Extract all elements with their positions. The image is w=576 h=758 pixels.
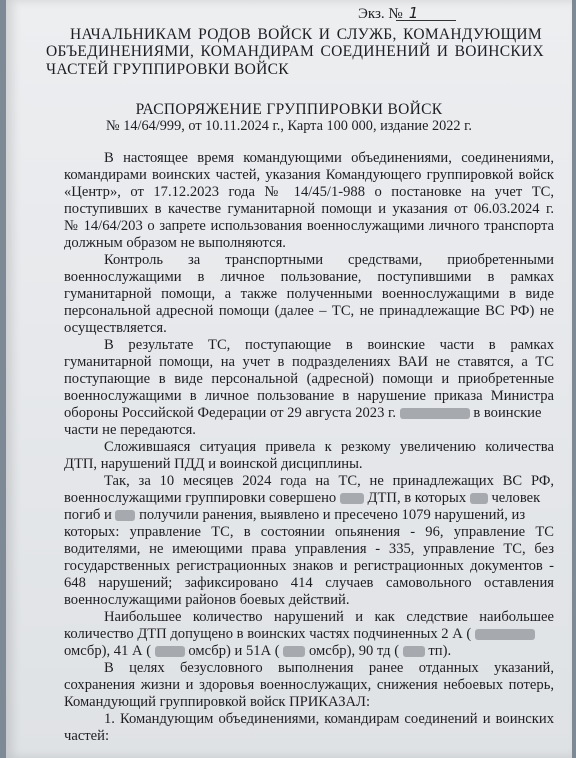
redaction-mark: [475, 629, 535, 640]
text-line: Так, за 10 месяцев 2024 года на ТС, не принадлежащих ВС РФ,: [104, 473, 554, 489]
redaction-mark: [115, 510, 135, 521]
text-line: гуманитарной помощи, на учет в подразделениях ВАИ не ставятся, а ТС: [64, 354, 554, 370]
document-page: [6, 0, 572, 758]
text-line: военнослужащими районов боевых действий.: [64, 592, 350, 608]
text-line: [64, 643, 554, 660]
text-fragment: получили ранения, выявлено и пресечено 1079 нарушений, из: [139, 507, 526, 523]
text-line: командирами воинских частей, указания Командующего группировкой войск: [64, 167, 554, 183]
text-line: [64, 507, 554, 524]
addressee-line: ОБЪЕДИНЕНИЯМИ, КОМАНДИРАМ СОЕДИНЕНИЙ И ВОИНСКИХ: [46, 43, 544, 60]
text-line: № 14/64/203 о запрете использования военнослужащими личного транспорта: [64, 218, 554, 234]
text-line: 1. Командующим объединениями, командирам соединений и воинских: [104, 711, 554, 727]
text-line: В результате ТС, поступающие в воинские части в рамках: [104, 337, 554, 353]
document-subtitle: № 14/64/999, от 10.11.2024 г., Карта 100 000, издание 2022 г.: [106, 118, 472, 134]
text-fragment: обороны Российской Федерации от 29 августа 2023 г.: [64, 405, 397, 421]
text-line: 648 нарушений; зафиксировано 414 случаев самовольного оставления: [64, 575, 554, 591]
text-line: части не передаются.: [64, 422, 196, 438]
text-fragment: ДТП, в которых: [367, 490, 467, 506]
text-line: государственных регистрационных знаков и регистрационных документов -: [64, 558, 554, 574]
text-line: Наибольшее количество нарушений и как следствие наибольшее: [104, 609, 554, 625]
text-line: которых: управление ТС, в состоянии опьянения - 96, управление ТС: [64, 524, 554, 540]
addressee-line: НАЧАЛЬНИКАМ РОДОВ ВОЙСК И СЛУЖБ, КОМАНДУЮЩИМ: [70, 26, 542, 43]
text-line: военнослужащими в личное пользование, поступившими в рамках: [64, 269, 554, 285]
text-line: «Центр», от 17.12.2023 года № 14/45/1-988 о постановке на учет ТС,: [64, 184, 554, 200]
text-line: В целях безусловного выполнения ранее отданных указаний,: [104, 660, 554, 676]
text-line: должным образом не выполняются.: [64, 235, 286, 251]
text-line: Командующий группировкой войск ПРИКАЗАЛ:: [64, 694, 371, 710]
text-fragment: количество ДТП допущено в воинских частях подчиненных 2 А (: [64, 626, 472, 642]
text-line: Сложившаяся ситуация привела к резкому увеличению количества: [104, 439, 554, 455]
copy-number-value: 1: [408, 4, 419, 22]
text-line: военнослужащими в личное пользование в нарушение приказа Министра: [64, 388, 554, 404]
text-line: [64, 490, 554, 507]
text-line: [64, 405, 554, 422]
redaction-mark: [403, 646, 425, 657]
text-line: В настоящее время командующими объединениями, соединениями,: [104, 150, 554, 166]
text-line: частей:: [64, 728, 110, 744]
text-fragment: военнослужащими группировки совершено: [64, 490, 337, 506]
redaction-mark: [470, 493, 488, 504]
text-line: Контроль за транспортными средствами, приобретенными: [104, 252, 554, 268]
text-fragment: тп).: [428, 643, 452, 659]
redaction-mark: [340, 493, 364, 504]
text-line: осуществляется.: [64, 320, 167, 336]
text-line: персональной адресной помощи (далее – ТС, не принадлежащие ВС РФ) не: [64, 303, 554, 319]
redaction-mark: [283, 646, 305, 657]
copy-label: Экз. №: [358, 6, 403, 22]
text-line: сохранения жизни и здоровья военнослужащих, снижения небоевых потерь,: [64, 677, 554, 693]
text-fragment: человек: [491, 490, 541, 506]
text-line: поступивших в качестве гуманитарной помощи и указания от 06.03.2024 г.: [64, 201, 554, 217]
text-line: ДТП, нарушений ПДД и воинской дисциплины.: [64, 456, 363, 472]
copy-number-underline: [396, 20, 456, 21]
redaction-mark: [400, 408, 470, 419]
text-line: [64, 626, 554, 643]
text-fragment: омсбр), 41 А (: [64, 643, 152, 659]
text-line: поступающие в виде персональной (адресной) помощи и приобретенные: [64, 371, 554, 387]
text-fragment: погиб и: [64, 507, 112, 523]
text-fragment: в воинские: [473, 405, 542, 421]
addressee-line: ЧАСТЕЙ ГРУППИРОВКИ ВОЙСК: [46, 61, 289, 78]
text-line: водителями, не имеющими права управления - 335, управление ТС, без: [64, 541, 554, 557]
text-fragment: омсбр) и 51А (: [188, 643, 280, 659]
text-line: гуманитарной помощи, а также полученными военнослужащими в виде: [64, 286, 554, 302]
text-fragment: омсбр), 90 тд (: [308, 643, 400, 659]
redaction-mark: [155, 646, 185, 657]
document-title: РАСПОРЯЖЕНИЕ ГРУППИРОВКИ ВОЙСК: [135, 101, 443, 118]
